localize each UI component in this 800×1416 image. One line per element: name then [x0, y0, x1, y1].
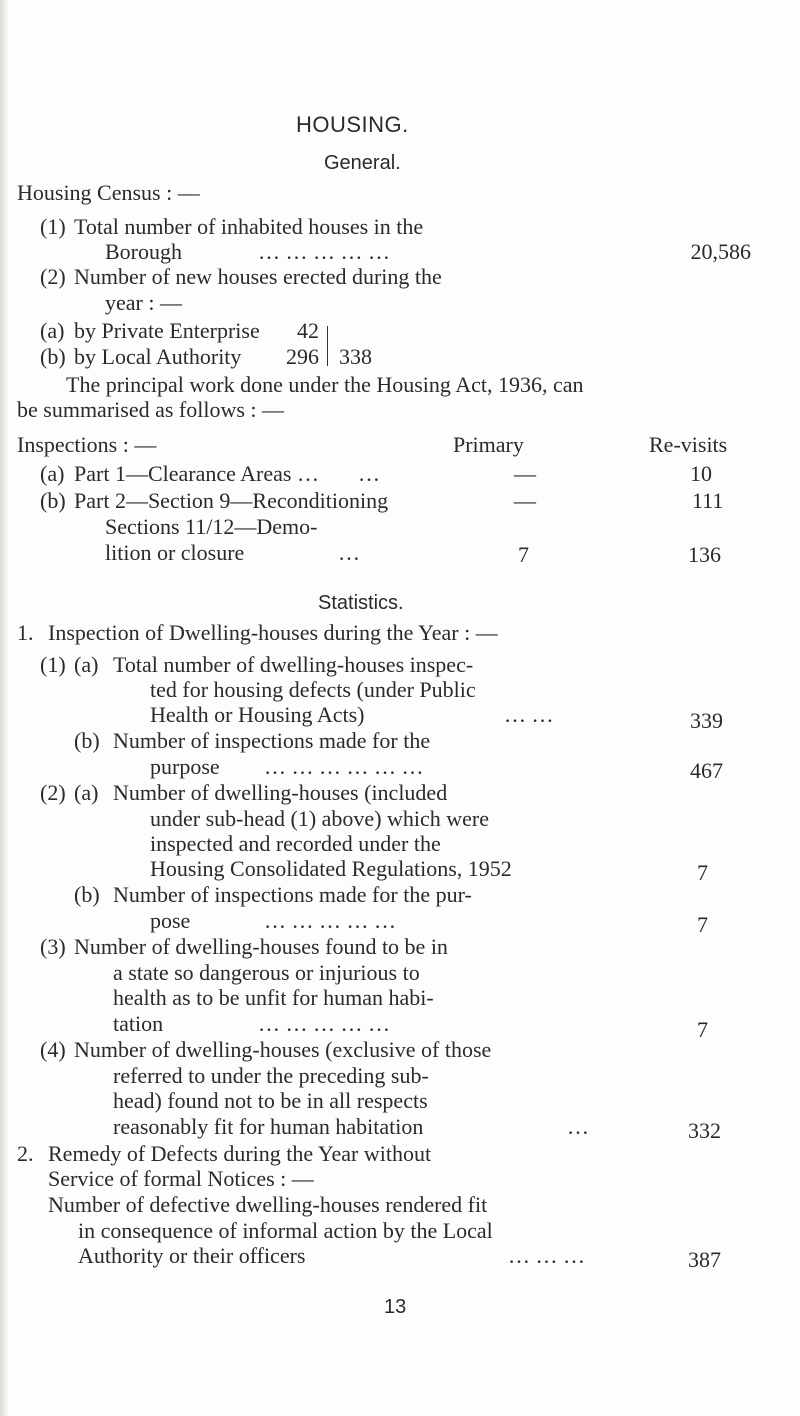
page-number: 13	[384, 1296, 407, 1318]
stat-1-2a-line4: Housing Consolidated Regulations, 1952	[150, 856, 512, 881]
stat-1-3-line1: Number of dwelling-houses found to be in	[74, 934, 448, 959]
stat-1-1b-value: 467	[690, 758, 723, 783]
stat-2-line5: Authority or their officers	[78, 1243, 306, 1268]
stat-1-3-value: 7	[697, 1017, 708, 1042]
stat-2-line4: in consequence of informal action by the Local	[78, 1218, 493, 1243]
census-sub-a-label: by Private Enterprise	[74, 318, 260, 343]
stat-1-2a-sub: (a)	[74, 780, 99, 805]
inspections-row-a-primary: —	[514, 461, 536, 486]
stat-1-4-leader: …	[567, 1114, 589, 1139]
stat-1-2b-line1: Number of inspections made for the pur-	[113, 882, 472, 907]
column-header-revisits: Re-visits	[649, 432, 728, 457]
stat-1-1b-leader: … … … … … …	[264, 754, 424, 779]
census-item1-leader: … … … … …	[258, 239, 390, 264]
stat-1-3-line2: a state so dangerous or injurious to	[113, 960, 420, 985]
stat-1-2b-line2: pose	[150, 908, 191, 933]
intro-line1: The principal work done under the Housing Act, 1936, can	[66, 372, 584, 397]
inspections-row-b-line2: Sections 11/12—Demo-	[105, 514, 318, 539]
inspections-row-b-line3: lition or closure	[105, 540, 245, 565]
census-inhabited-houses-value: 20,586	[690, 239, 751, 264]
stat-1-1a-value: 339	[690, 708, 723, 733]
stat-1-2a-line2: under sub-head (1) above) which were	[150, 806, 490, 831]
inspections-row-a-leader: …	[358, 461, 380, 486]
stat-1-3-marker: (3)	[40, 934, 66, 959]
stat-1-3-line4: tation	[113, 1011, 164, 1036]
inspections-row-a-marker: (a)	[40, 461, 65, 486]
stat-1-4-line3: head) found not to be in all respects	[113, 1088, 428, 1113]
column-header-primary: Primary	[453, 432, 524, 457]
census-private-value: 42	[297, 318, 319, 343]
stat-1-1b-sub: (b)	[74, 728, 100, 753]
stat-1-heading: Inspection of Dwelling-houses during the Year : —	[48, 620, 498, 645]
stat-2-value: 387	[688, 1247, 721, 1272]
stat-1-4-value: 332	[688, 1118, 721, 1143]
stat-1-2-marker: (2)	[40, 780, 66, 805]
census-item1-line1: Total number of inhabited houses in the	[74, 214, 424, 239]
stat-1-marker: 1.	[17, 620, 34, 645]
stat-2-line1: Remedy of Defects during the Year without	[48, 1141, 432, 1166]
census-bracket	[327, 326, 334, 366]
stat-1-2a-line3: inspected and recorded under the	[150, 831, 441, 856]
census-local-authority-value: 296	[286, 344, 319, 369]
section-subtitle: General.	[324, 152, 401, 174]
stat-1-1a-line3: Health or Housing Acts)	[150, 702, 365, 727]
stat-1-2b-sub: (b)	[74, 882, 100, 907]
census-item2-line1: Number of new houses erected during the	[74, 264, 442, 289]
inspections-row-b-marker: (b)	[40, 488, 66, 513]
inspections-row-b-leader: …	[338, 540, 360, 565]
scanned-page-edge	[0, 0, 9, 1416]
intro-line2: be summarised as follows : —	[17, 397, 285, 422]
stat-1-1a-line1: Total number of dwelling-houses inspec-	[113, 652, 474, 677]
stat-1-4-marker: (4)	[40, 1037, 66, 1062]
census-item2-line2: year : —	[105, 290, 182, 315]
inspections-row-a-revisits: 10	[690, 461, 712, 486]
inspections-heading: Inspections : —	[17, 432, 157, 457]
census-sub-b-marker: (b)	[40, 344, 66, 369]
stat-1-4-line1: Number of dwelling-houses (exclusive of those	[74, 1037, 492, 1062]
page-title: HOUSING.	[296, 112, 409, 137]
stat-1-4-line4: reasonably fit for human habitation	[113, 1114, 424, 1139]
stat-1-1a-sub: (a)	[74, 652, 99, 677]
census-sub-a-marker: (a)	[40, 318, 65, 343]
stat-1-4-line2: referred to under the preceding sub-	[113, 1063, 429, 1088]
census-heading: Housing Census : —	[17, 180, 200, 205]
stat-1-2b-leader: … … … … …	[264, 908, 396, 933]
stat-1-2a-value: 7	[697, 860, 708, 885]
inspections-row-a-label: Part 1—Clearance Areas …	[74, 461, 319, 486]
stat-2-line2: Service of formal Notices : —	[48, 1166, 314, 1191]
inspections-row-b-line1: Part 2—Section 9—Reconditioning	[74, 488, 389, 513]
stat-1-1-marker: (1)	[40, 652, 66, 677]
inspections-row-b-revisits-line1: 111	[692, 488, 724, 513]
census-item1-marker: (1)	[40, 214, 66, 239]
stat-1-1b-line1: Number of inspections made for the	[113, 728, 431, 753]
inspections-row-b-revisits: 136	[688, 542, 721, 567]
stat-2-leader: … … …	[508, 1243, 585, 1268]
stat-1-1a-leader: … …	[504, 702, 554, 727]
stat-2-line3: Number of defective dwelling-houses rendered fit	[48, 1192, 488, 1217]
census-sub-b-label: by Local Authority	[74, 344, 242, 369]
census-new-houses-total: 338	[339, 344, 372, 369]
census-item2-marker: (2)	[40, 264, 66, 289]
stat-1-3-leader: … … … … …	[258, 1011, 390, 1036]
statistics-heading: Statistics.	[318, 592, 404, 614]
stat-1-2b-value: 7	[697, 912, 708, 937]
census-item1-line2: Borough	[105, 239, 182, 264]
inspections-row-b-primary: 7	[518, 542, 529, 567]
stat-1-3-line3: health as to be unfit for human habi-	[113, 985, 434, 1010]
stat-1-1a-line2: ted for housing defects (under Public	[150, 677, 476, 702]
stat-2-marker: 2.	[17, 1141, 34, 1166]
inspections-row-b-primary-line1: —	[514, 488, 536, 513]
stat-1-2a-line1: Number of dwelling-houses (included	[113, 780, 448, 805]
stat-1-1b-line2: purpose	[150, 754, 220, 779]
